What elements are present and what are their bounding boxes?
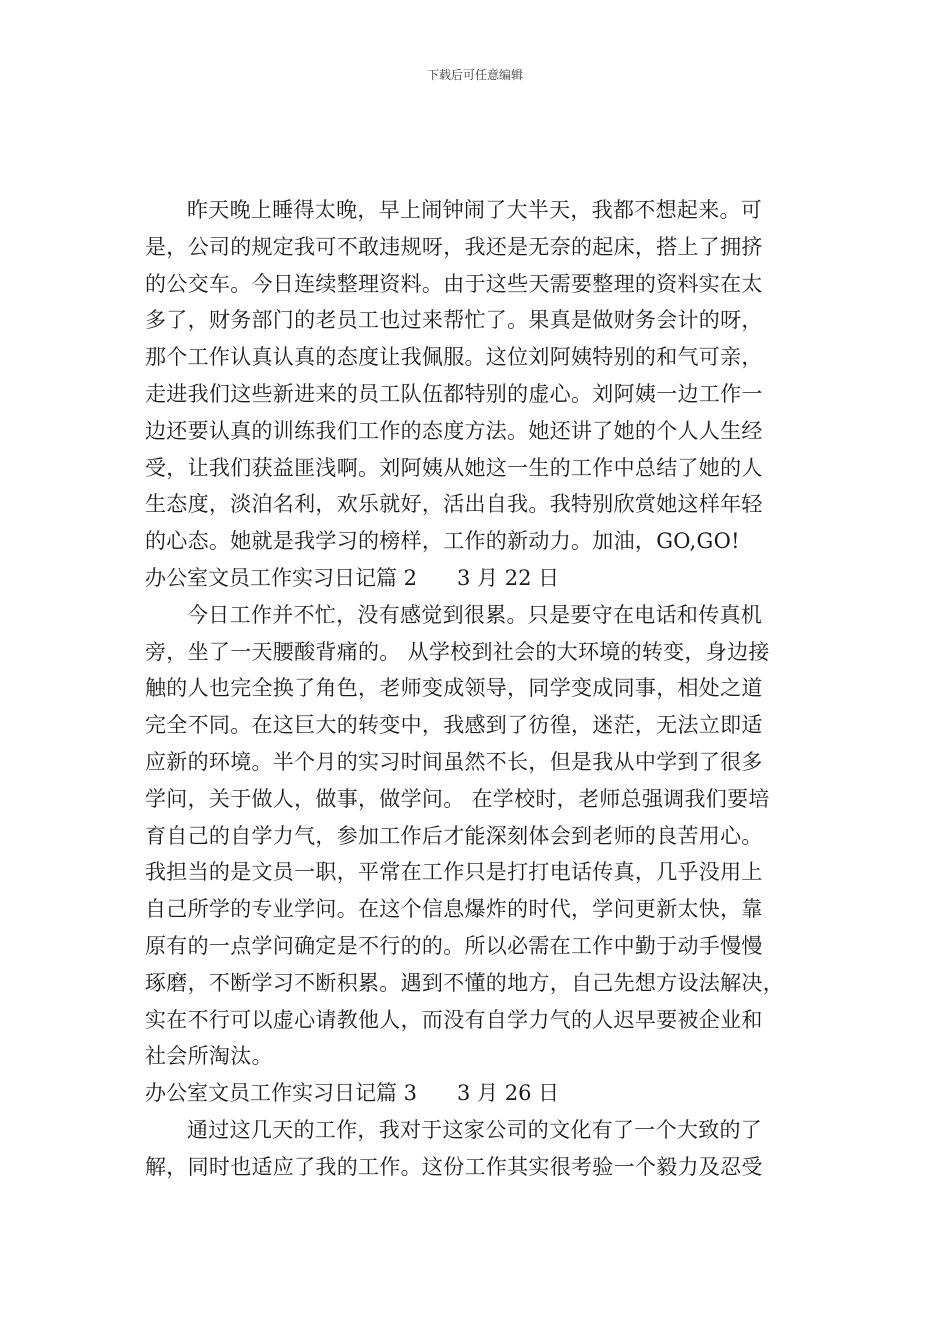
section-date: 3 月 26 日 — [457, 1081, 560, 1106]
text-line: 应新的环境。半个月的实习时间虽然不长，但是我从中学到了很多 — [145, 749, 763, 774]
text-line: 完全不同。在这巨大的转变中，我感到了彷徨，迷茫，无法立即适 — [145, 713, 763, 738]
text-line: 触的人也完全换了角色，老师变成领导，同学变成同事，相处之道 — [145, 676, 763, 701]
section-heading-3 — [145, 1075, 823, 1112]
text-line: 生态度，淡泊名利，欢乐就好，活出自我。我特别欣赏她这样年轻 — [145, 492, 763, 517]
section-date: 3 月 22 日 — [457, 565, 560, 590]
document-body — [145, 192, 823, 1186]
text-line: 原有的一点学问确定是不行的的。所以必需在工作中勤于动手慢慢 — [145, 933, 763, 958]
text-line: 今日工作并不忙，没有感觉到很累。只是要守在电话和传真机 — [187, 602, 763, 627]
text-line: 的心态。她就是我学习的榜样，工作的新动力。加油，GO,GO! — [145, 529, 740, 554]
section-heading-2 — [145, 560, 823, 597]
text-line: 我担当的是文员一职，平常在工作只是打打电话传真，几乎没用上 — [145, 860, 763, 885]
text-line: 社会所淘汰。 — [145, 1044, 273, 1069]
paragraph-2 — [145, 597, 823, 1075]
text-line: 走进我们这些新进来的员工队伍都特别的虚心。刘阿姨一边工作一 — [145, 381, 763, 406]
text-line: 昨天晚上睡得太晚，早上闹钟闹了大半天，我都不想起来。可 — [187, 198, 763, 222]
text-line: 育自己的自学力气，参加工作后才能深刻体会到老师的良苦用心。 — [145, 823, 763, 848]
text-line: 实在不行可以虚心请教他人，而没有自学力气的人迟早要被企业和 — [145, 1007, 763, 1032]
text-line: 琢磨，不断学习不断积累。遇到不懂的地方，自己先想方设法解决， — [145, 970, 784, 995]
text-line: 多了，财务部门的老员工也过来帮忙了。果真是做财务会计的呀， — [145, 308, 763, 333]
text-line: 旁，坐了一天腰酸背痛的。 从学校到社会的大环境的转变，身边接 — [145, 639, 770, 664]
paragraph-3 — [145, 1112, 823, 1186]
section-title: 办公室文员工作实习日记篇 3 — [145, 1081, 418, 1106]
text-line: 解，同时也适应了我的工作。这份工作其实很考验一个毅力及忍受 — [145, 1154, 763, 1179]
text-line: 边还要认真的训练我们工作的态度方法。她还讲了她的个人人生经 — [145, 418, 763, 443]
text-line: 自己所学的专业学问。在这个信息爆炸的时代，学问更新太快，靠 — [145, 897, 763, 922]
paragraph-1 — [145, 192, 823, 560]
text-line: 那个工作认真认真的态度让我佩服。这位刘阿姨特别的和气可亲， — [145, 345, 763, 370]
text-line: 学问，关于做人，做事，做学问。 在学校时，老师总强调我们要培 — [145, 786, 770, 811]
header-note: 下载后可任意编辑 — [426, 68, 523, 82]
text-line: 是，公司的规定我可不敢违规呀，我还是无奈的起床，搭上了拥挤 — [145, 234, 763, 259]
section-title: 办公室文员工作实习日记篇 2 — [145, 565, 418, 590]
text-line: 受，让我们获益匪浅啊。刘阿姨从她这一生的工作中总结了她的人 — [145, 455, 763, 480]
text-line: 的公交车。今日连续整理资料。由于这些天需要整理的资料实在太 — [145, 271, 763, 296]
text-line: 通过这几天的工作，我对于这家公司的文化有了一个大致的了 — [187, 1117, 763, 1142]
